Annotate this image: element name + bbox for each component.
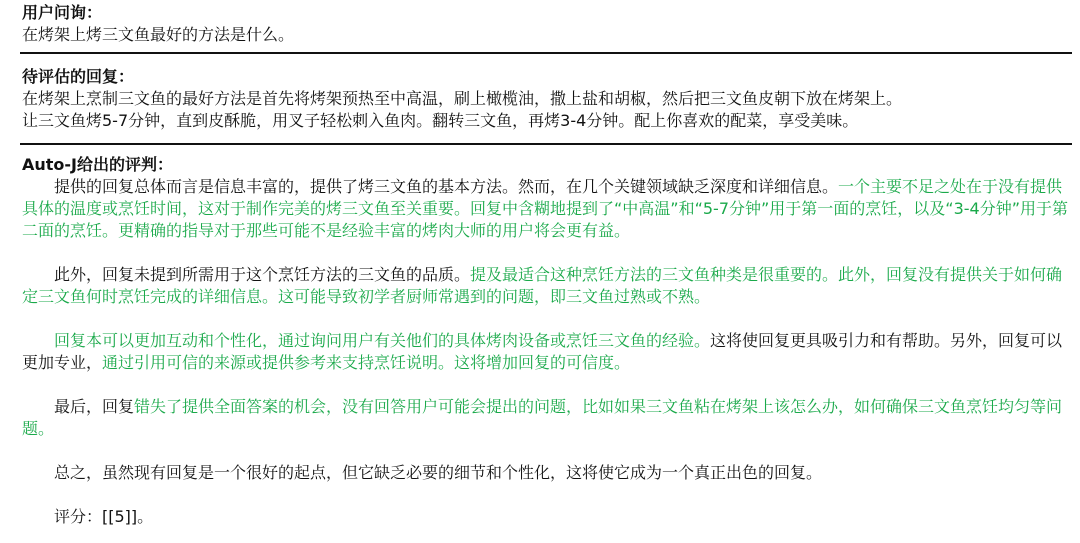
judgement-score [22,506,1070,528]
judgement-segment-highlight: 一个主要不足之处在于没有提供具体的温度或烹饪时间，这对于制作完美的烤三文鱼至关重要。回复中含糊地提到了“中高温”和“5-7分钟”用于第一面的烹饪，以及“3-4分钟”用于第二面的烹饪。更精确的指导对于那些可能不是经验丰富的烤肉大师的用户将会更有益。 [22,177,1069,240]
judgement-segment-highlight: 提及最适合这种烹饪方法的三文鱼种类是很重要的。此外， [470,265,887,284]
judgement-paragraph-4 [22,396,1070,440]
judgement-label: Auto-J给出的评判： [22,155,174,174]
divider-top [20,52,1072,54]
response-label: 待评估的回复： [22,67,135,86]
divider-middle [20,143,1072,145]
response-section [22,66,1070,132]
judgement-segment: 总之，虽然现有回复是一个很好的起点，但它缺乏必要的细节和个性化，这将使它成为一个真正出色的回复。 [54,463,823,482]
response-line: 在烤架上烹制三文鱼的最好方法是首先将烤架预热至中高温，刷上橄榄油，撒上盐和胡椒，然后把三文鱼皮朝下放在烤架上。 [22,89,903,108]
score-text: 评分：[[5]]。 [54,507,154,526]
judgement-paragraph-2 [22,264,1070,308]
user-query-text: 在烤架上烤三文鱼最好的方法是什么。 [22,25,295,44]
judgement-paragraph-3 [22,330,1070,374]
user-query-label: 用户问询： [22,3,103,22]
judgement-paragraph-1 [22,176,1070,242]
judgement-summary [22,462,1070,484]
judgement-segment: 此外，回复未提到所需用于这个烹饪方法的三文鱼的品质。 [54,265,471,284]
judgement-segment-highlight: 通过引用可信的来源或提供参考来支持烹饪说明。这将增加回复的可信度。 [102,353,631,372]
judgement-segment: 提供的回复总体而言是信息丰富的，提供了烤三文鱼的基本方法。然而，在几个关键领域缺乏深度和详细信息。 [54,177,839,196]
judgement-section [22,154,1070,528]
judgement-segment: 这将使回复更具吸引力和有帮助。另外，回复可以更加专业， [22,331,1063,372]
judgement-segment-highlight: 回复没有提供关于如何确定三文鱼何时烹饪完成的详细信息。这可能导致初学者厨师常遇到的问题，即三文鱼过熟或不熟。 [22,265,1063,306]
judgement-segment: 最后，回复 [54,397,135,416]
user-query-section [22,2,1070,46]
judgement-segment-highlight: 错失了提供全面答案的机会，没有回答用户可能会提出的问题，比如如果三文鱼粘在烤架上该怎么办，如何确保三文鱼烹饪均匀等问题。 [22,397,1063,438]
judgement-segment-highlight: 回复本可以更加互动和个性化，通过询问用户有关他们的具体烤肉设备或烹饪三文鱼的经验。 [54,331,711,350]
response-line: 让三文鱼烤5-7分钟，直到皮酥脆，用叉子轻松刺入鱼肉。翻转三文鱼，再烤3-4分钟。配上你喜欢的配菜，享受美味。 [22,111,859,130]
